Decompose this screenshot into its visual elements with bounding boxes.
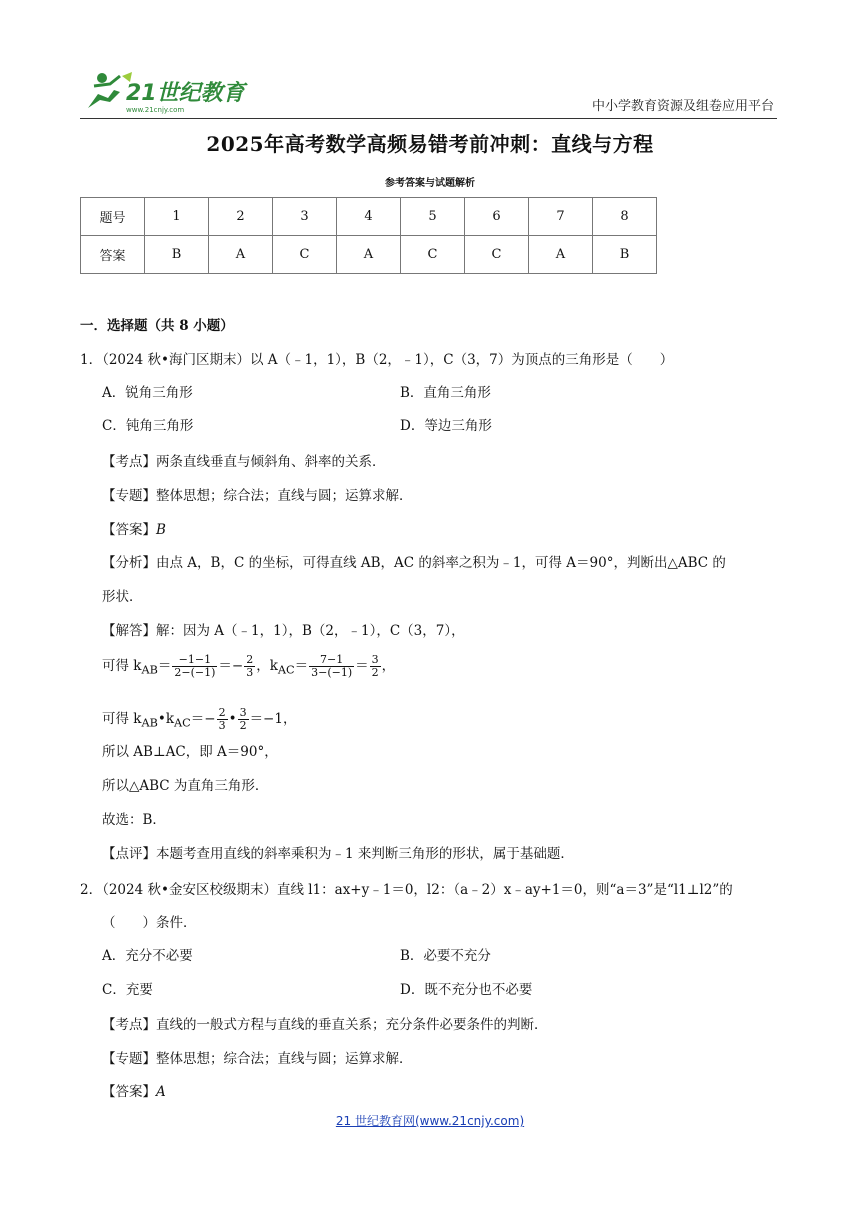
fraction (172, 654, 217, 679)
q1-answer (102, 520, 166, 540)
table-cell: 1 (145, 198, 209, 236)
math-text: 可得 k (102, 711, 142, 727)
q2-answer (102, 1082, 166, 1102)
page-title: 2025年高考数学高频易错考前冲刺：直线与方程 (206, 132, 654, 156)
q1-analysis-line-1: 【分析】由点 A，B，C 的坐标，可得直线 AB，AC 的斜率之积为﹣1，可得 A＝90°，判断出△ABC 的 (102, 555, 726, 571)
q1-option-c: C．钝角三角形 (102, 418, 194, 434)
q1-step-2 (102, 707, 296, 734)
fraction (238, 707, 249, 732)
section-title: 一．选择题（共 8 小题） (80, 318, 234, 334)
answer-value: B (156, 522, 166, 538)
table-cell: 4 (337, 198, 401, 236)
denominator: 2 (371, 666, 379, 679)
question-2-stem-line-2: （ ）条件． (102, 915, 197, 931)
denominator: 2 (239, 719, 247, 732)
question-1-stem: 1．（2024 秋•海门区期末）以 A（﹣1，1），B（2，﹣1），C（3，7）为顶点的三角形是（ ） (80, 352, 674, 368)
numerator: 3 (239, 706, 247, 719)
q1-solution-intro: 【解答】解：因为 A（﹣1，1），B（2，﹣1），C（3，7）， (102, 623, 465, 639)
q2-option-a: A．充分不必要 (102, 948, 193, 964)
table-cell: 8 (593, 198, 657, 236)
q1-analysis-line-2: 形状． (102, 589, 143, 605)
denominator: 3 (218, 719, 226, 732)
q1-zhuanti: 【专题】整体思想；综合法；直线与圆；运算求解． (102, 488, 413, 504)
table-cell: B (593, 236, 657, 274)
fraction (370, 654, 381, 679)
math-text: 可得 k (102, 658, 142, 674)
math-text: • (228, 711, 237, 727)
answer-value: A (156, 1084, 166, 1100)
subscript: AB (141, 716, 158, 730)
fraction (217, 707, 228, 732)
svg-text:21世纪教育: 21世纪教育 (126, 81, 245, 106)
q1-option-d: D．等边三角形 (400, 418, 492, 434)
denominator: 3−(−1) (311, 666, 353, 679)
table-cell: C (465, 236, 529, 274)
subscript: AC (277, 663, 295, 677)
numerator: 7−1 (309, 654, 354, 667)
denominator: 3 (246, 666, 254, 679)
table-cell: 5 (401, 198, 465, 236)
table-cell: 2 (209, 198, 273, 236)
answer-label: 【答案】 (102, 1084, 156, 1100)
math-text: ， (381, 658, 396, 674)
denominator: 2−(−1) (174, 666, 216, 679)
table-header-cell: 题号 (81, 198, 145, 236)
subscript: AB (141, 663, 158, 677)
answer-table (80, 197, 657, 274)
table-row (81, 198, 657, 236)
math-text: ＝ (355, 658, 369, 674)
table-cell: 7 (529, 198, 593, 236)
q1-step-1 (102, 654, 395, 681)
table-header-cell: 答案 (81, 236, 145, 274)
table-cell: C (401, 236, 465, 274)
table-cell: B (145, 236, 209, 274)
q1-step-4: 所以△ABC 为直角三角形． (102, 778, 269, 794)
page-subtitle: 参考答案与试题解析 (385, 178, 475, 189)
table-cell: 3 (273, 198, 337, 236)
math-text: ＝− (218, 658, 244, 674)
q1-step-5: 故选：B． (102, 812, 166, 828)
logo (80, 68, 250, 116)
subscript: AC (174, 716, 191, 730)
math-text: •k (157, 711, 175, 727)
math-text: ＝− (190, 711, 216, 727)
numerator: 2 (218, 706, 226, 719)
fraction (244, 654, 255, 679)
q1-option-b: B．直角三角形 (400, 385, 491, 401)
q1-option-a: A．锐角三角形 (102, 385, 193, 401)
table-cell: 6 (465, 198, 529, 236)
question-2-stem-line-1: 2．（2024 秋•金安区校级期末）直线 l1：ax+y﹣1＝0，l2：（a﹣2）x﹣ay+1＝0，则“a＝3”是“l1⊥l2”的 (80, 882, 733, 898)
runner-logo-icon (80, 68, 250, 116)
math-text: ＝−1， (249, 711, 297, 727)
table-row (81, 236, 657, 274)
q2-zhuanti: 【专题】整体思想；综合法；直线与圆；运算求解． (102, 1051, 413, 1067)
table-cell: C (273, 236, 337, 274)
q1-kaodian: 【考点】两条直线垂直与倾斜角、斜率的关系． (102, 454, 386, 470)
q2-option-b: B．必要不充分 (400, 948, 491, 964)
platform-name: 中小学教育资源及组卷应用平台 (591, 99, 774, 114)
numerator: −1−1 (172, 654, 217, 667)
header-divider (80, 118, 777, 119)
q2-kaodian: 【考点】直线的一般式方程与直线的垂直关系；充分条件必要条件的判断． (102, 1017, 548, 1033)
numerator: 2 (246, 653, 254, 666)
q2-option-d: D．既不充分也不必要 (400, 982, 533, 998)
q1-step-3: 所以 AB⊥AC，即 A＝90°， (102, 744, 278, 760)
footer-link[interactable]: 21 世纪教育网(www.21cnjy.com) (335, 1114, 525, 1128)
numerator: 3 (371, 653, 379, 666)
svg-text:www.21cnjy.com: www.21cnjy.com (126, 106, 185, 114)
q1-dianping: 【点评】本题考查用直线的斜率乘积为﹣1 来判断三角形的形状，属于基础题． (102, 846, 574, 862)
fraction (309, 654, 354, 679)
math-text: ＝ (294, 658, 309, 674)
table-cell: A (337, 236, 401, 274)
table-cell: A (209, 236, 273, 274)
answer-label: 【答案】 (102, 522, 156, 538)
math-text: ，k (256, 658, 278, 674)
q2-option-c: C．充要 (102, 982, 153, 998)
table-cell: A (529, 236, 593, 274)
math-text: ＝ (157, 658, 172, 674)
